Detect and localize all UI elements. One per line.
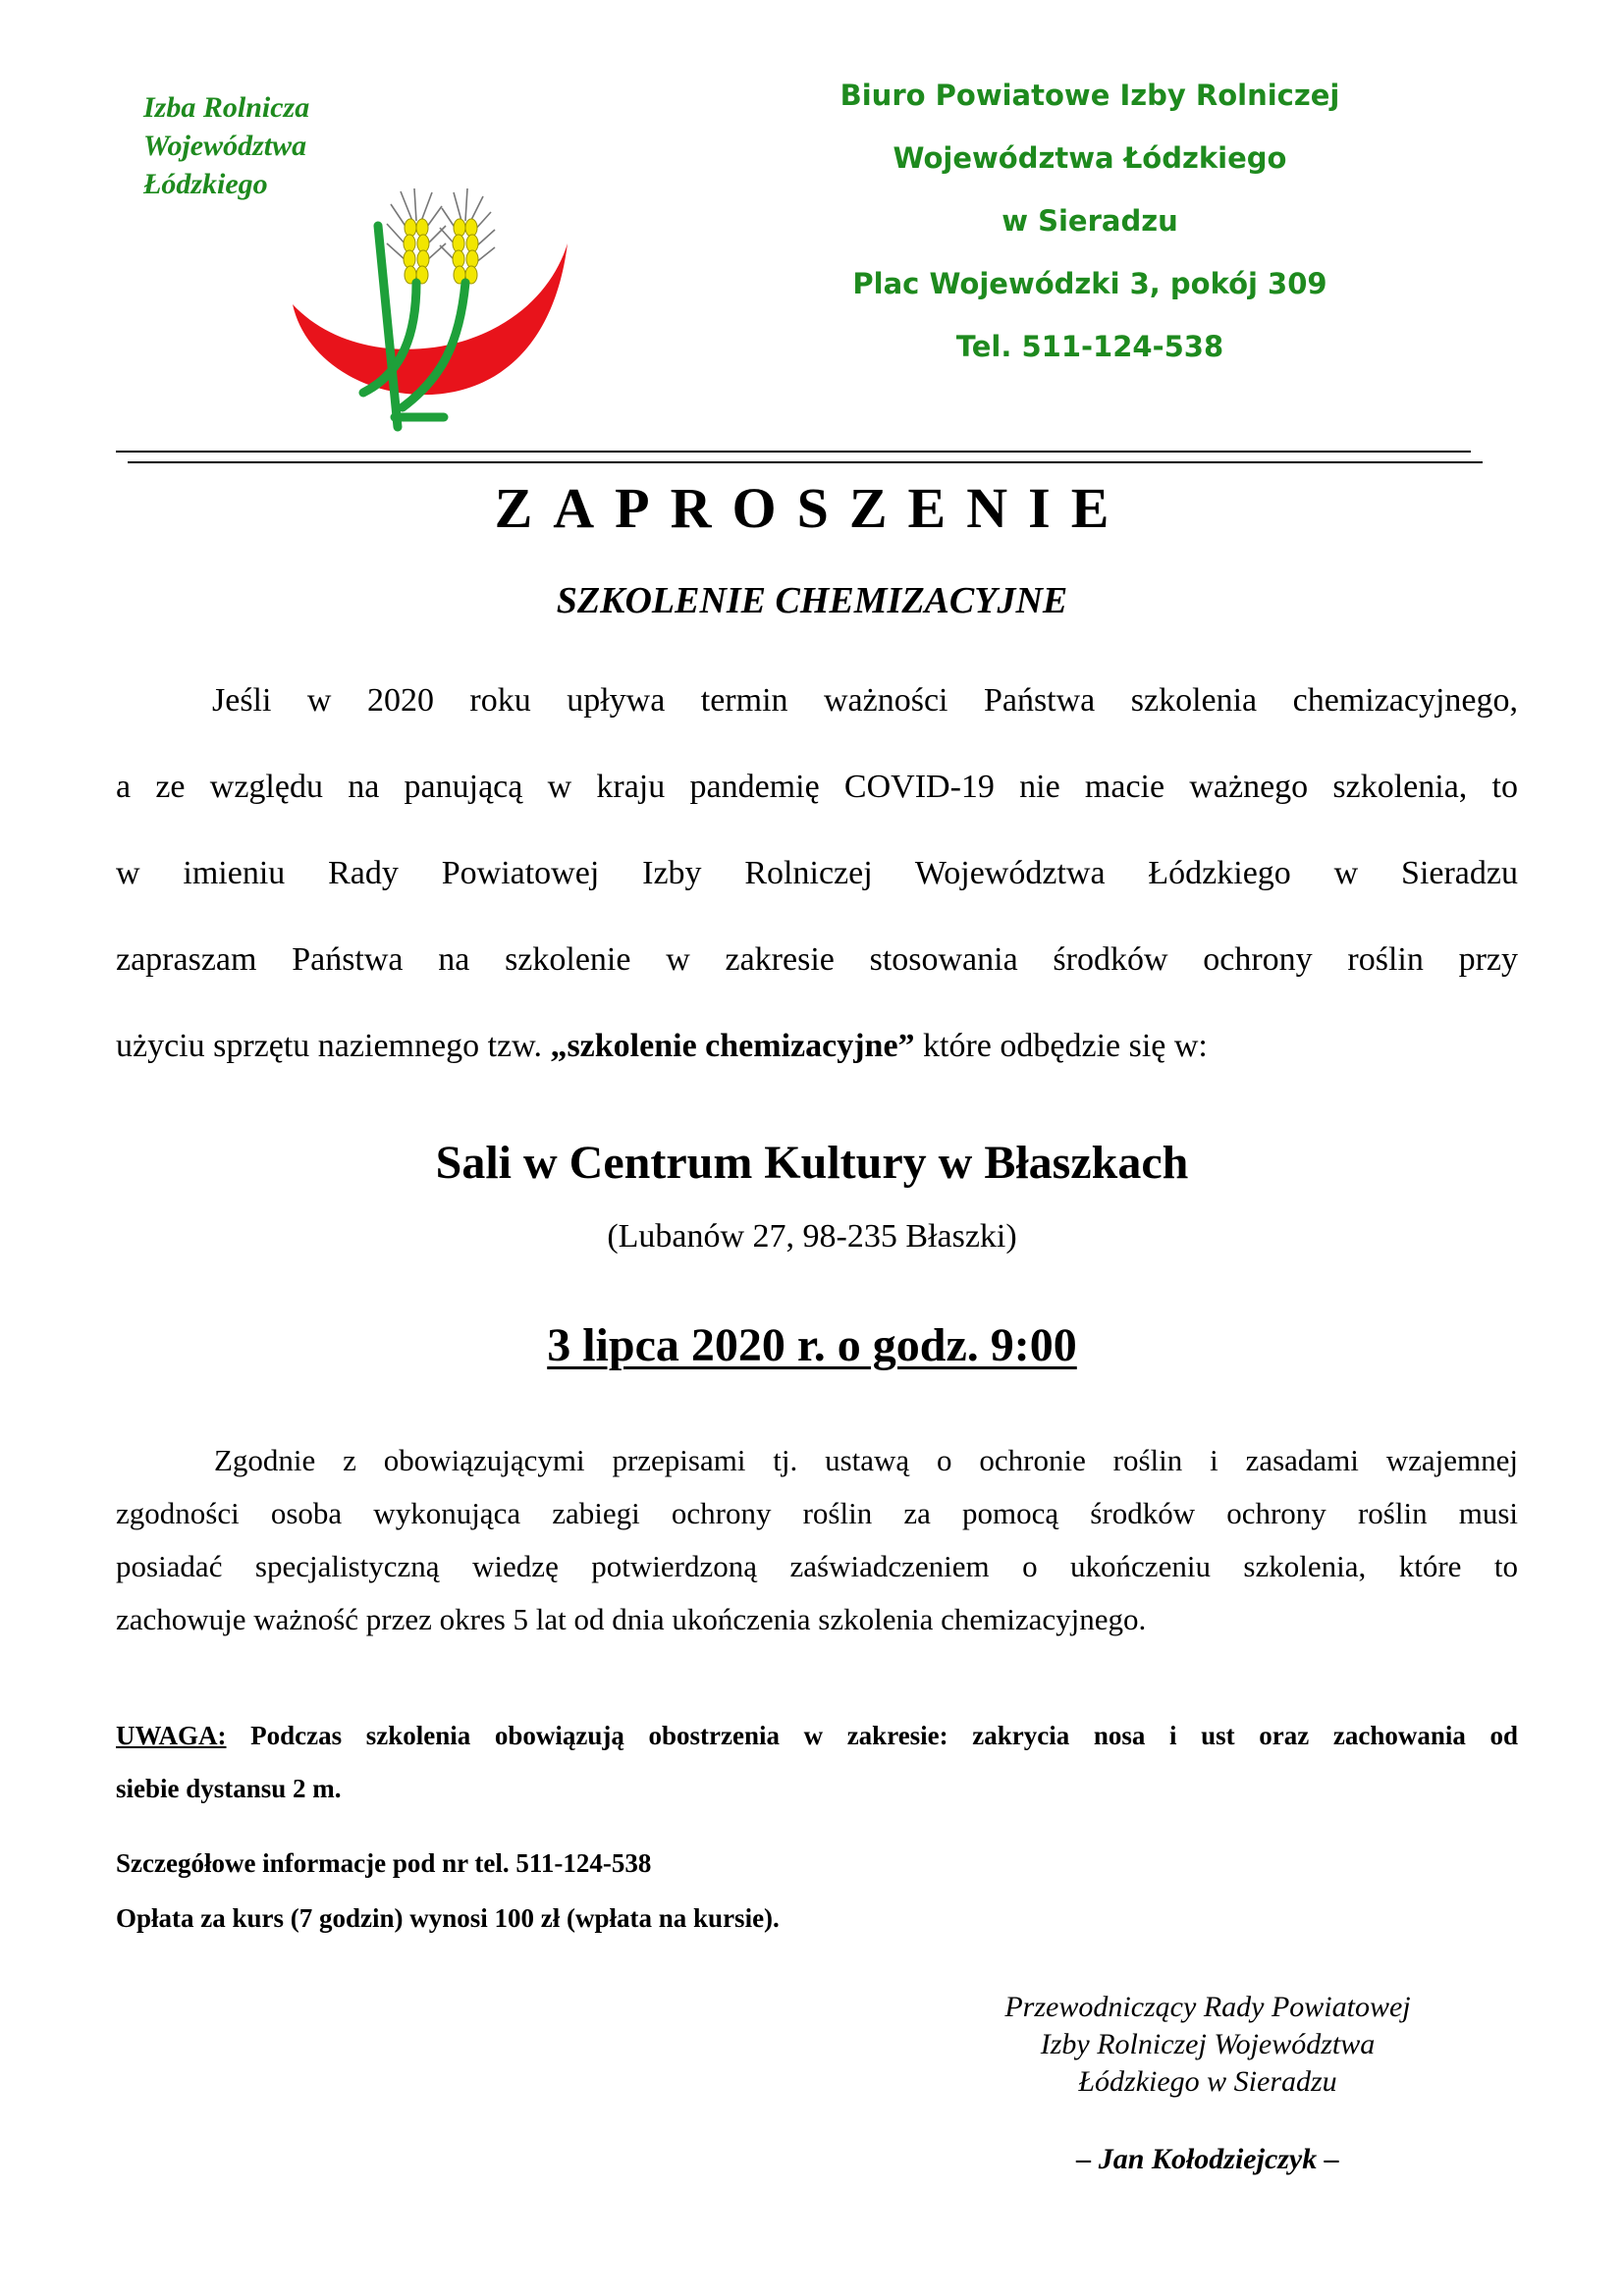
signature-title-line: Izby Rolniczej Województwa [1040, 2028, 1376, 2060]
venue-name: Sali w Centrum Kultury w Błaszkach [435, 1137, 1189, 1189]
paragraph-line: a ze względu na panującą w kraju pandemię COVID-19 nie macie ważnego szkolenia, to [116, 769, 1518, 805]
organization-name-line: Izba Rolnicza [143, 91, 310, 124]
office-phone: Tel. 511-124-538 [955, 330, 1224, 363]
signature-block [962, 1989, 1453, 2101]
office-address-block [746, 71, 1434, 385]
wheat-sickle-logo-icon [285, 187, 579, 442]
note-line: siebie dystansu 2 m. [116, 1774, 342, 1803]
paragraph-line [116, 1023, 1518, 1109]
office-line: w Sieradzu [1001, 204, 1178, 238]
document-subtitle: SZKOLENIE CHEMIZACYJNE [556, 580, 1068, 621]
event-datetime [0, 1312, 1624, 1379]
office-line: Województwa Łódzkiego [893, 141, 1287, 175]
warning-label: UWAGA: [116, 1721, 227, 1750]
paragraph-line: zachowuje ważność przez okres 5 lat od dnia ukończenia szkolenia chemizacyjnego. [116, 1602, 1147, 1636]
paragraph-line: posiadać specjalistyczną wiedzę potwierdzoną zaświadczeniem o ukończeniu szkolenia, które to [116, 1549, 1518, 1583]
document-title: ZAPROSZENIE [494, 476, 1130, 540]
legal-paragraph [116, 1438, 1518, 1650]
paragraph-line: w imieniu Rady Powiatowej Izby Rolniczej Województwa Łódzkiego w Sieradzu [116, 855, 1518, 891]
paragraph-line: zapraszam Państwa na szkolenie w zakresie stosowania środków ochrony roślin przy [116, 941, 1518, 978]
office-line: Biuro Powiatowe Izby Rolniczej [839, 79, 1340, 112]
warning-note [116, 1716, 1518, 1822]
paragraph-line: Jeśli w 2020 roku upływa termin ważności Państwa szkolenia chemizacyjnego, [212, 682, 1518, 719]
signature-title-line: Łódzkiego w Sieradzu [1078, 2065, 1337, 2098]
contact-info [116, 1843, 1518, 1953]
office-line: Plac Wojewódzki 3, pokój 309 [852, 267, 1327, 300]
paragraph-line: zgodności osoba wykonująca zabiegi ochrony roślin za pomocą środków ochrony roślin musi [116, 1496, 1518, 1530]
header-divider [116, 451, 1471, 453]
phone-info: Szczegółowe informacje pod nr tel. 511-124-538 [116, 1848, 652, 1878]
paragraph-text: które odbędzie się w: [914, 1028, 1208, 1064]
event-datetime-text: 3 lipca 2020 r. o godz. 9:00 [547, 1319, 1077, 1371]
signature-title-line: Przewodniczący Rady Powiatowej [1004, 1991, 1411, 2023]
paragraph-line: Zgodnie z obowiązującymi przepisami tj. ustawą o ochronie roślin i zasadami wzajemnej [214, 1443, 1518, 1477]
note-line [116, 1716, 1518, 1769]
training-name-bold: „szkolenie chemizacyjne” [550, 1028, 915, 1064]
signer-name: – Jan Kołodziejczyk – [1076, 2143, 1339, 2175]
invitation-paragraph [116, 677, 1518, 1109]
organization-name-line: Województwa [143, 130, 307, 162]
paragraph-text: użyciu sprzętu naziemnego tzw. [116, 1028, 551, 1064]
header-divider [128, 461, 1483, 463]
fee-info: Opłata za kurs (7 godzin) wynosi 100 zł (wpłata na kursie). [116, 1903, 780, 1933]
venue-address: (Lubanów 27, 98-235 Błaszki) [607, 1218, 1017, 1255]
organization-name-line: Łódzkiego [143, 168, 268, 200]
note-text: Podczas szkolenia obowiązują obostrzenia w zakresie: zakrycia nosa i ust oraz zachowania od [226, 1721, 1518, 1750]
